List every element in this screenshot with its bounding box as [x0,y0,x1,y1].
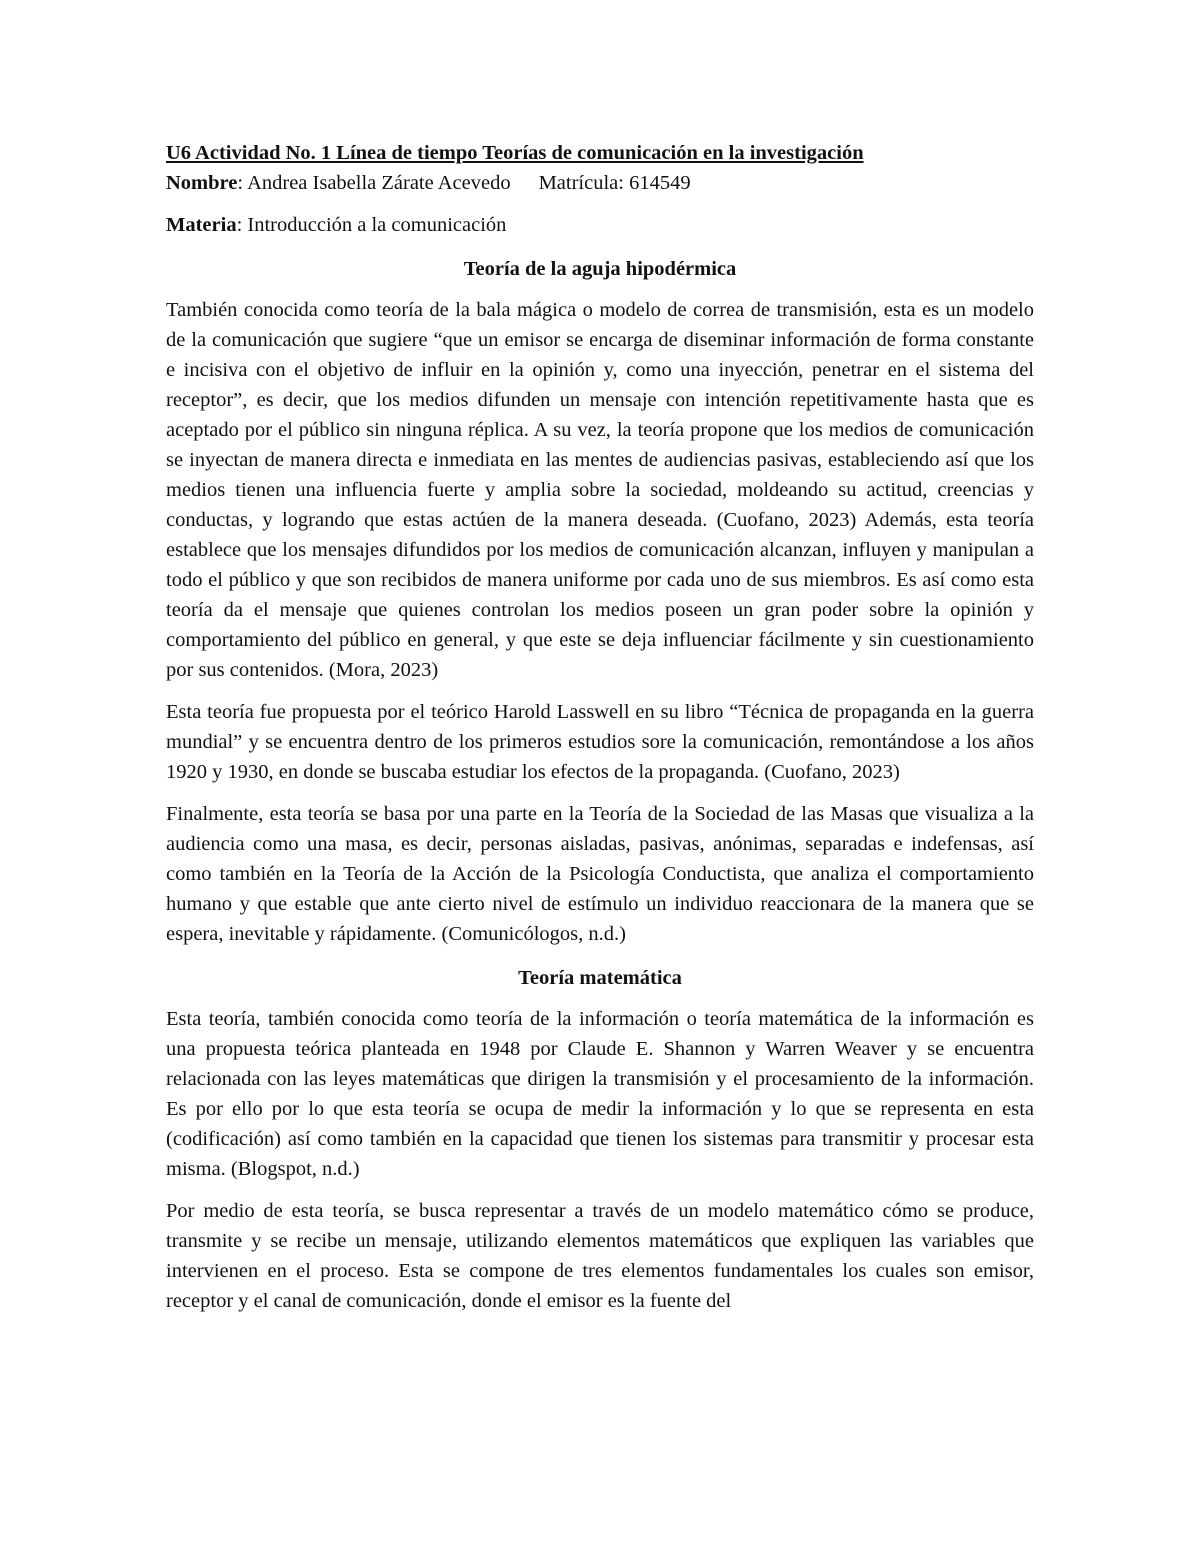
paragraph: Finalmente, esta teoría se basa por una parte en la Teoría de la Sociedad de las Masas que visualiza a la audiencia como una masa, es decir, personas aisladas, pasivas, anónimas, separadas e indefensas, así como también en la Teoría de la Acción de la Psicología Conductista, que analiza el comportamiento humano y que estable que ante cierto nivel de estímulo un individuo reaccionara de la manera que se espera, inevitable y rápidamente. (Comunicólogos, n.d.) [166,803,1034,945]
document-title: U6 Actividad No. 1 Línea de tiempo Teorías de comunicación en la investigación [166,142,864,164]
paragraph: Por medio de esta teoría, se busca representar a través de un modelo matemático cómo se produce, transmite y se recibe un mensaje, utilizando elementos matemáticos que expliquen las variables que intervienen en el proceso. Esta se compone de tres elementos fundamentales los cuales son emisor, receptor y el canal de comunicación, donde el emisor es la fuente del [166,1200,1034,1312]
name-label: Nombre [166,172,238,194]
paragraph: Esta teoría, también conocida como teoría de la información o teoría matemática de la información es una propuesta teórica planteada en 1948 por Claude E. Shannon y Warren Weaver y se encuentra relacionada con las leyes matemáticas que dirigen la transmisión y el procesamiento de la información. Es por ello por lo que esta teoría se ocupa de medir la información y lo que se representa en esta (codificación) así como también en la capacidad que tienen los sistemas para transmitir y procesar esta misma. (Blogspot, n.d.) [166,1008,1034,1180]
section-heading-aguja: Teoría de la aguja hipodérmica [463,258,737,280]
paragraph: Esta teoría fue propuesta por el teórico Harold Lasswell en su libro “Técnica de propaganda en la guerra mundial” y se encuentra dentro de los primeros estudios sore la comunicación, remontándose a los años 1920 y 1930, en donde se buscaba estudiar los efectos de la propaganda. (Cuofano, 2023) [166,701,1034,783]
paragraph: También conocida como teoría de la bala mágica o modelo de correa de transmisión, esta es un modelo de la comunicación que sugiere “que un emisor se encarga de diseminar información de forma constante e incisiva con el objetivo de influir en la opinión y, como una inyección, penetrar en el sistema del receptor”, es decir, que los medios difunden un mensaje con intención repetitivamente hasta que es aceptado por el público sin ninguna réplica. A su vez, la teoría propone que los medios de comunicación se inyectan de manera directa e inmediata en las mentes de audiencias pasivas, estableciendo así que los medios tienen una influencia fuerte y amplia sobre la sociedad, moldeando su actitud, creencias y conductas, y logrando que estas actúen de la manera deseada. (Cuofano, 2023) Además, esta teoría establece que los mensajes difundidos por los medios de comunicación alcanzan, influyen y manipulan a todo el público y que son recibidos de manera uniforme por cada uno de sus miembros. Es así como esta teoría da el mensaje que quienes controlan los medios poseen un gran poder sobre la opinión y comportamiento del público en general, y que este se deja influenciar fácilmente y sin cuestionamiento por sus contenidos. (Mora, 2023) [166,299,1034,681]
section-heading-matematica: Teoría matemática [518,967,682,989]
matricula-value: Matrícula: 614549 [538,172,691,194]
student-info-line [166,168,1034,198]
subject-line [166,210,1034,240]
name-value: : Andrea Isabella Zárate Acevedo [237,172,511,194]
document-content [166,138,1034,1328]
subject-label: Materia [166,214,237,236]
subject-value: : Introducción a la comunicación [236,214,507,236]
